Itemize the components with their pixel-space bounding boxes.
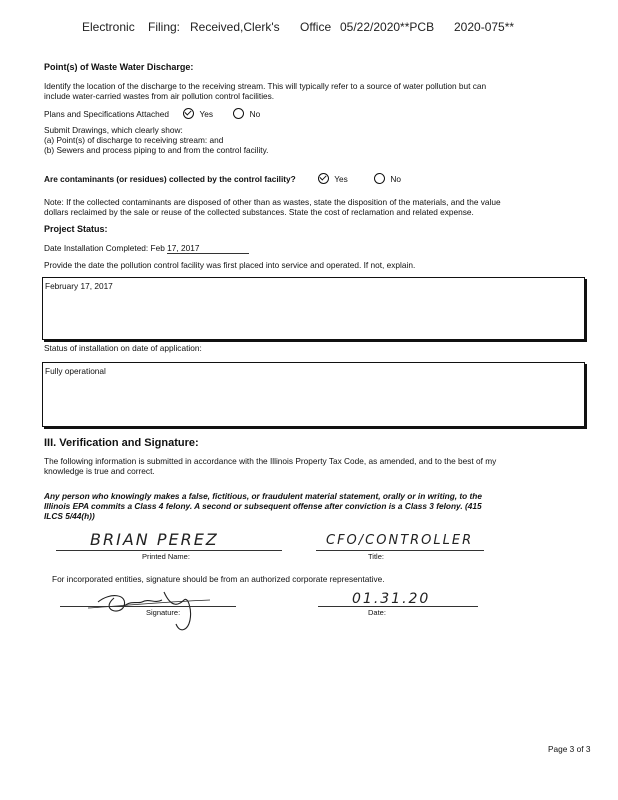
contaminants-row bbox=[44, 173, 401, 184]
contaminants-yes-label: Yes bbox=[334, 174, 348, 184]
contaminants-question: Are contaminants (or residues) collected by the control facility? bbox=[44, 174, 296, 184]
printed-name-value[interactable]: BRIAN PEREZ bbox=[90, 530, 219, 549]
warning-line-2: Illinois EPA commits a Class 4 felony. A second or subsequent offense after conviction is a Class 3 felony. (415 bbox=[44, 501, 482, 511]
status-label: Status of installation on date of application: bbox=[44, 343, 202, 353]
status-value: Fully operational bbox=[45, 366, 106, 376]
plans-no-label: No bbox=[249, 109, 261, 119]
verification-text-1: The following information is submitted in accordance with the Illinois Property Tax Code, as amended, and to the best of my bbox=[44, 456, 497, 466]
project-status-heading: Project Status: bbox=[44, 224, 108, 234]
discharge-desc-2: include water-carried wastes from air pollution control facilities. bbox=[44, 91, 275, 101]
header-case: 2020-075** bbox=[454, 20, 515, 34]
warning-line-1: Any person who knowingly makes a false, fictitious, or fraudulent material statement, orally or in writing, to the bbox=[44, 491, 482, 501]
page-number: Page 3 of 3 bbox=[548, 744, 591, 754]
header-filing: Filing: bbox=[148, 20, 181, 34]
header-office: Office bbox=[300, 20, 332, 34]
contaminants-no-label: No bbox=[390, 174, 401, 184]
verification-heading: III. Verification and Signature: bbox=[44, 437, 199, 449]
printed-name-label: Printed Name: bbox=[142, 552, 190, 561]
date-line bbox=[318, 606, 478, 607]
header-date: 05/22/2020**PCB bbox=[340, 20, 435, 34]
verification-text-2: knowledge is true and correct. bbox=[44, 466, 155, 476]
title-line bbox=[316, 550, 484, 551]
install-date-underline bbox=[167, 253, 249, 254]
install-date-label: Date Installation Completed: bbox=[44, 243, 149, 253]
date-label: Date: bbox=[368, 608, 386, 617]
provide-date-instruction: Provide the date the pollution control facility was first placed into service and operated. If not, explain. bbox=[44, 260, 416, 270]
plans-yes-label: Yes bbox=[199, 109, 214, 119]
signature-label: Signature: bbox=[146, 608, 181, 617]
header-received: Received,Clerk's bbox=[190, 20, 280, 34]
plans-label: Plans and Specifications Attached bbox=[44, 109, 169, 119]
title-value[interactable]: CFO/CONTROLLER bbox=[326, 533, 474, 548]
drawing-a: (a) Point(s) of discharge to receiving stream: and bbox=[44, 135, 224, 145]
service-date-value: February 17, 2017 bbox=[45, 281, 113, 291]
date-value[interactable]: 01.31.20 bbox=[352, 591, 431, 607]
plans-yes-radio[interactable] bbox=[183, 108, 194, 119]
title-label: Title: bbox=[368, 552, 384, 561]
contaminants-note-2: dollars reclaimed by the sale or reuse of the collected substances. State the cost of reclamation and related expense. bbox=[44, 207, 474, 217]
contaminants-no-radio[interactable] bbox=[374, 173, 385, 184]
discharge-heading: Point(s) of Waste Water Discharge: bbox=[44, 62, 194, 72]
signature-line bbox=[60, 606, 236, 607]
printed-name-line bbox=[56, 550, 282, 551]
status-field[interactable] bbox=[42, 362, 585, 427]
discharge-desc-1: Identify the location of the discharge to the receiving stream. This will typically refer to a source of water pollution but can bbox=[44, 81, 487, 91]
service-date-field[interactable] bbox=[42, 277, 585, 340]
corporate-note: For incorporated entities, signature should be from an authorized corporate representative. bbox=[52, 574, 385, 584]
warning-line-3: ILCS 5/44(h)) bbox=[44, 511, 95, 521]
contaminants-yes-radio[interactable] bbox=[318, 173, 329, 184]
plans-row bbox=[44, 108, 260, 119]
drawing-b: (b) Sewers and process piping to and from the control facility. bbox=[44, 145, 269, 155]
header-electronic: Electronic bbox=[82, 20, 135, 34]
plans-no-radio[interactable] bbox=[233, 108, 244, 119]
install-date-value[interactable]: Feb 17, 2017 bbox=[150, 243, 200, 253]
contaminants-note-1: Note: If the collected contaminants are disposed of other than as wastes, state the disposition of the materials, and the value bbox=[44, 197, 501, 207]
install-date-row bbox=[44, 243, 199, 253]
drawings-label: Submit Drawings, which clearly show: bbox=[44, 125, 183, 135]
